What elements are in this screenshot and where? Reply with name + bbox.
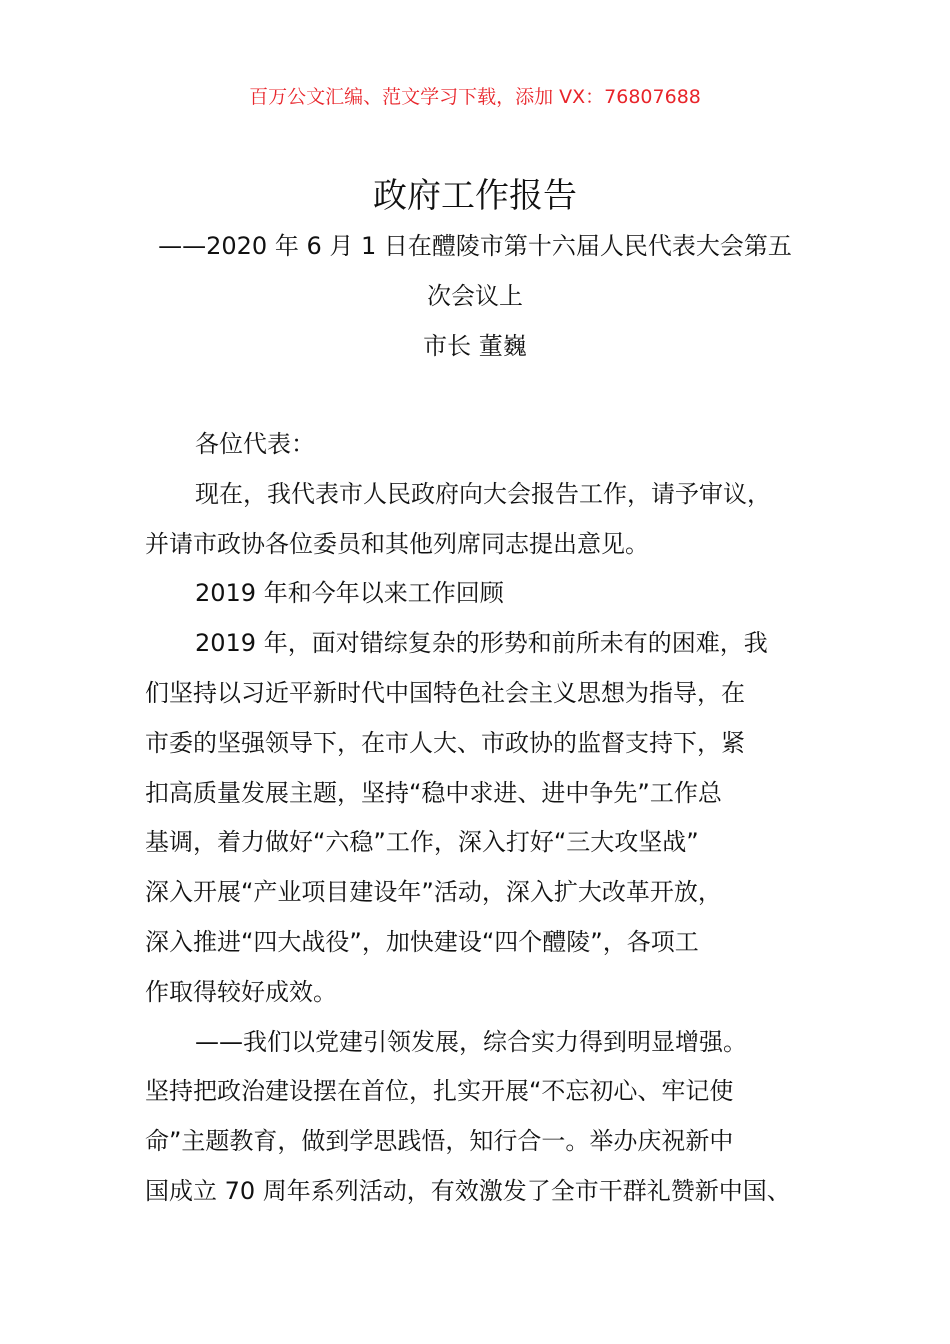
body-line: 作取得较好成效。	[145, 977, 337, 1006]
section-heading: 2019 年和今年以来工作回顾	[195, 579, 504, 608]
body-line: 扣高质量发展主题，坚持“稳中求进、进中争先”工作总	[145, 778, 722, 807]
body-line: 2019 年，面对错综复杂的形势和前所未有的困难，我	[195, 629, 768, 658]
author-line: 市长 董巍	[423, 332, 527, 360]
salutation: 各位代表：	[195, 430, 315, 458]
body-line: 深入推进“四大战役”，加快建设“四个醴陵”，各项工	[145, 927, 699, 956]
body-line: 命”主题教育，做到学思践悟，知行合一。举办庆祝新中	[145, 1127, 734, 1156]
body-line: 并请市政协各位委员和其他列席同志提出意见。	[145, 529, 649, 558]
body-line: 国成立 70 周年系列活动，有效激发了全市干群礼赞新中国、	[145, 1176, 791, 1205]
document-body	[145, 420, 845, 1217]
body-line: 市委的坚强领导下，在市人大、市政协的监督支持下，紧	[145, 728, 745, 757]
body-line: 深入开展“产业项目建设年”活动，深入扩大改革开放，	[145, 878, 722, 907]
document-title: 政府工作报告	[373, 176, 577, 216]
watermark-header: 百万公文汇编、范文学习下载，添加 VX：76807688	[249, 86, 701, 108]
body-line: ——我们以党建引领发展，综合实力得到明显增强。	[195, 1027, 747, 1056]
subtitle-line-1: ——2020 年 6 月 1 日在醴陵市第十六届人民代表大会第五	[158, 232, 792, 260]
body-line: 基调，着力做好“六稳”工作，深入打好“三大攻坚战”	[145, 828, 699, 857]
body-line: 坚持把政治建设摆在首位，扎实开展“不忘初心、牢记使	[145, 1077, 734, 1106]
body-line: 们坚持以习近平新时代中国特色社会主义思想为指导，在	[145, 678, 745, 707]
body-line: 现在，我代表市人民政府向大会报告工作，请予审议，	[195, 479, 771, 508]
subtitle-line-2: 次会议上	[427, 282, 523, 310]
